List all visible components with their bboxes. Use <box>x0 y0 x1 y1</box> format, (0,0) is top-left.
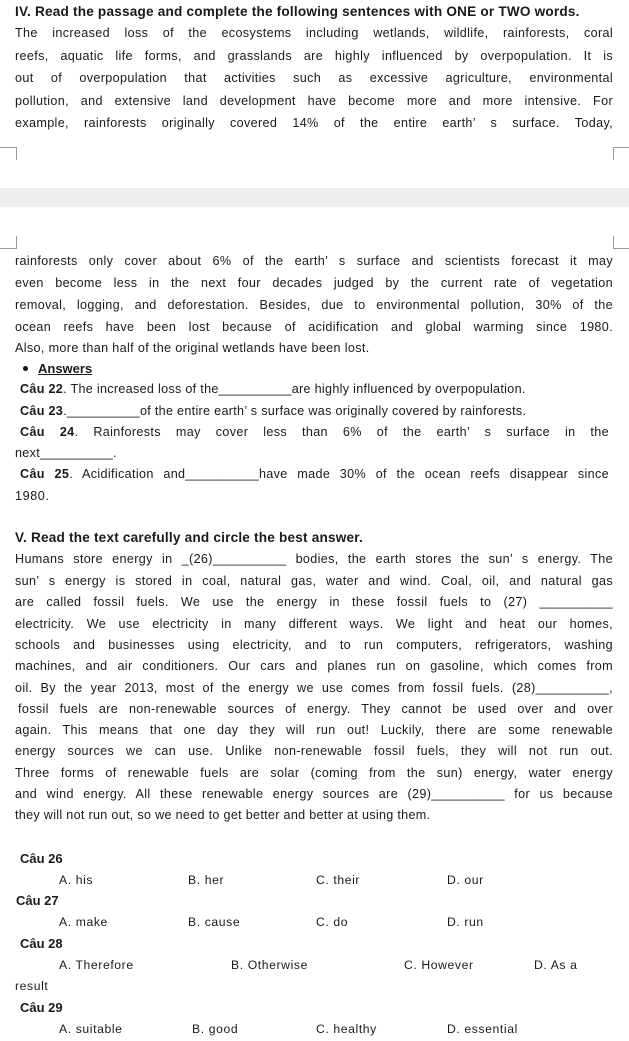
question-23 <box>20 404 613 419</box>
question-text: .__________of the entire earth’ s surface was originally covered by rainforests. <box>63 404 527 418</box>
passage-line: and wind energy. All these renewable energy sources are (29)__________ for us because <box>15 787 613 801</box>
option-continuation: result <box>15 979 49 993</box>
passage-line: ocean reefs have been lost because of acidification and global warming since 1980. <box>15 320 613 334</box>
passage-line: again. This means that one day they will run out! Luckily, there are some renewable <box>15 723 613 737</box>
passage-line: rainforests only cover about 6% of the earth’ s surface and scientists forecast it may <box>15 254 613 268</box>
question-25-continuation: 1980. <box>15 489 50 503</box>
option-c[interactable]: C. However <box>404 958 474 972</box>
answers-heading <box>15 361 613 376</box>
passage-line: electricity. We use electricity in many different ways. We light and heat our homes, <box>15 617 613 631</box>
passage-line: out of overpopulation that activities such as excessive agriculture, environmental <box>15 71 613 85</box>
option-b[interactable]: B. Otherwise <box>231 958 308 972</box>
question-label: Câu 23 <box>20 404 64 418</box>
option-a[interactable]: A. suitable <box>59 1022 123 1036</box>
passage-line: The increased loss of the ecosystems including wetlands, wildlife, rainforests, coral <box>15 26 613 40</box>
option-b[interactable]: B. good <box>192 1022 239 1036</box>
passage-line: reefs, aquatic life forms, and grasslands are highly influenced by overpopulation. It is <box>15 49 613 63</box>
passage-line: Three forms of renewable fuels are solar (coming from the sun) energy, water energy <box>15 766 613 780</box>
question-label: Câu 26 <box>20 851 63 866</box>
bullet-icon <box>23 366 28 371</box>
question-text: . Rainforests may cover less than 6% of the earth’ s surface in the <box>74 425 609 439</box>
page-corner-mark <box>0 236 17 249</box>
passage-line: removal, logging, and deforestation. Besides, due to environmental pollution, 30% of the <box>15 298 613 312</box>
option-d[interactable]: D. run <box>447 915 484 929</box>
passage-line: schools and businesses using electricity, and to run computers, refrigerators, washing <box>15 638 613 652</box>
answers-heading-text: Answers <box>38 361 93 376</box>
option-b[interactable]: B. cause <box>188 915 241 929</box>
question-text: . The increased loss of the__________are highly influenced by overpopulation. <box>63 382 526 396</box>
question-24-continuation: next__________. <box>15 446 117 460</box>
option-c[interactable]: C. do <box>316 915 349 929</box>
question-text: . Acidification and__________have made 30% of the ocean reefs disappear since <box>69 467 610 481</box>
page-break <box>0 188 629 207</box>
passage-line: are called fossil fuels. We use the energy in these fossil fuels to (27) __________ <box>15 595 613 609</box>
option-d[interactable]: D. our <box>447 873 484 887</box>
option-d[interactable]: D. As a <box>534 958 578 972</box>
passage-line: even become less in the next four decades judged by the current rate of vegetation <box>15 276 613 290</box>
option-a[interactable]: A. make <box>59 915 108 929</box>
question-22 <box>20 382 613 397</box>
question-24 <box>20 425 609 440</box>
passage-line: energy sources we can use. Unlike non-renewable fossil fuels, they will not run out. <box>15 744 613 758</box>
option-b[interactable]: B. her <box>188 873 225 887</box>
passage-line: pollution, and extensive land development have become more and more intensive. For <box>15 94 613 108</box>
passage-line: oil. By the year 2013, most of the energy we use comes from fossil fuels. (28)__________, <box>15 681 613 695</box>
question-label: Câu 27 <box>16 893 59 908</box>
option-d[interactable]: D. essential <box>447 1022 518 1036</box>
section-4-title: IV. Read the passage and complete the following sentences with ONE or TWO words. <box>15 4 580 19</box>
passage-line: Also, more than half of the original wetlands have been lost. <box>15 341 370 355</box>
question-label: Câu 28 <box>20 936 63 951</box>
page-corner-mark <box>613 147 629 160</box>
question-25 <box>20 467 609 482</box>
page-corner-mark <box>0 147 17 160</box>
option-c[interactable]: C. their <box>316 873 361 887</box>
passage-line: they will not run out, so we need to get better and better at using them. <box>15 808 431 822</box>
passage-line: machines, and air conditioners. Our cars and planes run on gasoline, which comes from <box>15 659 613 673</box>
question-label: Câu 24 <box>20 425 75 439</box>
page-corner-mark <box>613 236 629 249</box>
passage-line: fossil fuels are non-renewable sources of energy. They cannot be used over and over <box>18 702 613 716</box>
question-label: Câu 29 <box>20 1000 63 1015</box>
question-label: Câu 22 <box>20 382 64 396</box>
section-5-title: V. Read the text carefully and circle the best answer. <box>15 530 364 545</box>
option-a[interactable]: A. Therefore <box>59 958 134 972</box>
passage-line: sun’ s energy is stored in coal, natural gas, water and wind. Coal, oil, and natural gas <box>15 574 613 588</box>
passage-line: example, rainforests originally covered 14% of the entire earth’ s surface. Today, <box>15 116 613 130</box>
option-c[interactable]: C. healthy <box>316 1022 377 1036</box>
passage-line: Humans store energy in _(26)__________ bodies, the earth stores the sun’ s energy. The <box>15 552 613 566</box>
option-a[interactable]: A. his <box>59 873 94 887</box>
question-label: Câu 25 <box>20 467 70 481</box>
